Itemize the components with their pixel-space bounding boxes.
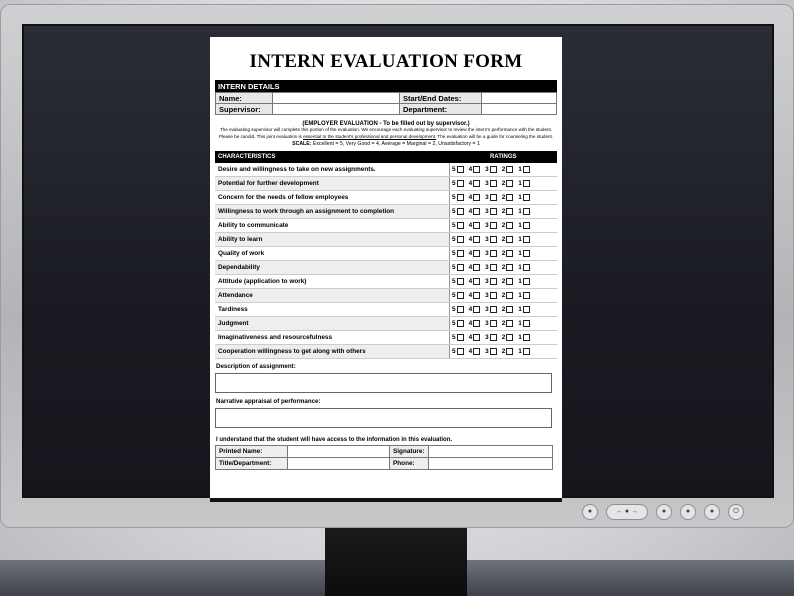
evaluation-document — [210, 37, 562, 502]
characteristic-label: Dependability — [215, 261, 450, 275]
rating-checkbox[interactable] — [523, 236, 530, 243]
characteristic-label: Willingness to work through an assignment to completion — [215, 205, 450, 219]
rating-checkbox[interactable] — [523, 250, 530, 257]
rating-value: 4 — [468, 166, 473, 174]
start-end-field[interactable] — [482, 93, 557, 104]
rating-value: 2 — [501, 208, 506, 216]
rating-value: 2 — [501, 222, 506, 230]
rating-value: 3 — [485, 236, 489, 244]
name-field[interactable] — [273, 93, 400, 104]
characteristic-label: Tardiness — [215, 303, 450, 317]
narrative-input[interactable] — [215, 408, 552, 428]
characteristic-label: Potential for further development — [215, 177, 450, 191]
rating-value: 5 — [452, 306, 456, 314]
rating-checkbox[interactable] — [490, 194, 497, 201]
rating-options — [450, 303, 558, 317]
printed-name-label: Printed Name: — [216, 446, 288, 458]
description-input[interactable] — [215, 373, 552, 393]
rating-options — [450, 317, 558, 331]
rating-checkbox[interactable] — [506, 208, 513, 215]
rating-value: 5 — [452, 264, 456, 272]
rating-checkbox[interactable] — [506, 334, 513, 341]
rating-value: 2 — [501, 264, 506, 272]
rating-value: 2 — [501, 306, 506, 314]
scale-text: Excellent = 5, Very Good = 4, Average = Marginal = 2, Unsatisfactory = 1 — [311, 141, 480, 148]
rating-value: 5 — [452, 348, 456, 356]
rating-checkbox[interactable] — [490, 250, 497, 257]
acknowledgement-text: I understand that the student will have access to the information in this evaluation. — [216, 437, 453, 444]
rating-value: 1 — [518, 348, 522, 356]
rating-value: 1 — [518, 166, 522, 174]
rating-value: 3 — [485, 194, 489, 202]
rating-value: 4 — [468, 306, 473, 314]
rating-value: 1 — [518, 320, 522, 328]
rating-checkbox[interactable] — [457, 166, 464, 173]
rating-value: 3 — [485, 208, 489, 216]
rating-checkbox[interactable] — [490, 222, 497, 229]
characteristic-label: Attendance — [215, 289, 450, 303]
rating-checkbox[interactable] — [473, 264, 480, 271]
table-row — [215, 303, 557, 317]
table-row — [215, 331, 557, 345]
supervisor-field[interactable] — [273, 104, 400, 115]
rating-value: 3 — [485, 278, 489, 286]
rating-value: 3 — [485, 166, 489, 174]
rating-checkbox[interactable] — [457, 278, 464, 285]
rating-checkbox[interactable] — [457, 222, 464, 229]
rating-checkbox[interactable] — [457, 334, 464, 341]
rating-value: 3 — [485, 306, 489, 314]
rating-checkbox[interactable] — [473, 320, 480, 327]
rating-options — [450, 275, 558, 289]
rating-checkbox[interactable] — [473, 250, 480, 257]
rating-options — [450, 219, 558, 233]
rating-value: 4 — [468, 264, 473, 272]
rating-value: 1 — [518, 180, 522, 188]
rating-options — [450, 191, 558, 205]
characteristic-label: Imaginativeness and resourcefulness — [215, 331, 450, 345]
rating-checkbox[interactable] — [523, 278, 530, 285]
rating-checkbox[interactable] — [506, 250, 513, 257]
signature-field[interactable] — [428, 446, 552, 458]
phone-field[interactable] — [428, 458, 552, 470]
rating-options — [450, 261, 558, 275]
rating-value: 1 — [518, 334, 522, 342]
eval-text-1: The evaluating supervisor will complete this portion of the evaluation. We encourage each evaluating supervisor to review the intern's performance with the student. Please be candid. This joint evaluation is — [218, 127, 553, 139]
rating-checkbox[interactable] — [490, 292, 497, 299]
rating-checkbox[interactable] — [473, 166, 480, 173]
rating-checkbox[interactable] — [473, 236, 480, 243]
rating-checkbox[interactable] — [523, 222, 530, 229]
narrative-label: Narrative appraisal of performance: — [216, 398, 321, 406]
rating-checkbox[interactable] — [523, 320, 530, 327]
table-row — [215, 317, 557, 331]
rating-value: 3 — [485, 334, 489, 342]
rating-checkbox[interactable] — [506, 194, 513, 201]
characteristic-label: Cooperation willingness to get along with others — [215, 345, 450, 359]
title-department-field[interactable] — [288, 458, 390, 470]
department-label: Department: — [400, 104, 482, 115]
scale-label: SCALE: — [292, 141, 312, 148]
rating-checkbox[interactable] — [523, 264, 530, 271]
rating-value: 2 — [501, 236, 506, 244]
rating-checkbox[interactable] — [506, 348, 513, 355]
rating-options — [450, 233, 558, 247]
eval-text-underlined: essential to the student's professional and personal development. — [303, 133, 437, 139]
rating-checkbox[interactable] — [523, 306, 530, 313]
rating-checkbox[interactable] — [457, 236, 464, 243]
characteristic-label: Attitude (application to work) — [215, 275, 450, 289]
table-row — [215, 177, 557, 191]
rating-value: 4 — [468, 278, 473, 286]
rating-checkbox[interactable] — [490, 320, 497, 327]
rating-value: 5 — [452, 320, 456, 328]
rating-checkbox[interactable] — [473, 348, 480, 355]
rating-value: 1 — [518, 264, 522, 272]
rating-scale — [215, 141, 557, 147]
rating-checkbox[interactable] — [457, 306, 464, 313]
rating-checkbox[interactable] — [506, 278, 513, 285]
rating-checkbox[interactable] — [473, 306, 480, 313]
table-row — [215, 247, 557, 261]
rating-checkbox[interactable] — [506, 320, 513, 327]
rating-value: 1 — [518, 236, 522, 244]
rating-value: 4 — [468, 334, 473, 342]
rating-value: 1 — [518, 306, 522, 314]
page-title: INTERN EVALUATION FORM — [249, 51, 523, 72]
rating-value: 3 — [485, 180, 489, 188]
rating-value: 5 — [452, 278, 456, 286]
rating-value: 3 — [485, 320, 489, 328]
rating-checkbox[interactable] — [523, 348, 530, 355]
power-icon[interactable]: ⏻ — [728, 504, 744, 520]
rating-checkbox[interactable] — [457, 292, 464, 299]
rating-value: 1 — [518, 208, 522, 216]
characteristic-label: Ability to communicate — [215, 219, 450, 233]
input-icon[interactable]: ● — [582, 504, 598, 520]
table-row — [215, 345, 557, 359]
characteristic-label: Ability to learn — [215, 233, 450, 247]
rating-value: 4 — [468, 194, 473, 202]
rating-value: 2 — [501, 320, 506, 328]
rating-checkbox[interactable] — [490, 306, 497, 313]
rating-checkbox[interactable] — [490, 334, 497, 341]
rating-value: 3 — [485, 348, 489, 356]
rating-value: 1 — [518, 222, 522, 230]
rating-checkbox[interactable] — [506, 264, 513, 271]
rating-checkbox[interactable] — [473, 208, 480, 215]
rating-checkbox[interactable] — [506, 306, 513, 313]
rating-value: 5 — [452, 334, 456, 342]
rating-checkbox[interactable] — [457, 264, 464, 271]
rating-value: 2 — [501, 166, 506, 174]
rating-value: 5 — [452, 236, 456, 244]
rating-checkbox[interactable] — [523, 194, 530, 201]
rating-value: 1 — [518, 292, 522, 300]
characteristics-header: CHARACTERISTICS — [215, 151, 450, 163]
rating-value: 4 — [468, 236, 473, 244]
rating-checkbox[interactable] — [473, 292, 480, 299]
name-label: Name: — [216, 93, 273, 104]
rating-options — [450, 247, 558, 261]
rating-checkbox[interactable] — [506, 222, 513, 229]
rating-checkbox[interactable] — [457, 194, 464, 201]
rating-value: 3 — [485, 292, 489, 300]
rating-value: 5 — [452, 194, 456, 202]
rating-value: 2 — [501, 292, 506, 300]
table-row — [215, 191, 557, 205]
table-row — [215, 163, 557, 177]
rating-checkbox[interactable] — [490, 348, 497, 355]
printed-name-field[interactable] — [288, 446, 390, 458]
rating-checkbox[interactable] — [490, 278, 497, 285]
rating-options — [450, 331, 558, 345]
table-row — [215, 261, 557, 275]
rating-value: 5 — [452, 208, 456, 216]
navigation-rocker-button[interactable]: ← ● → — [606, 504, 648, 520]
employer-evaluation-title: (EMPLOYER EVALUATION - To be filled out by supervisor.) — [302, 121, 470, 127]
signature-table — [215, 445, 553, 470]
rating-checkbox[interactable] — [506, 236, 513, 243]
rating-value: 2 — [501, 194, 506, 202]
rating-checkbox[interactable] — [523, 292, 530, 299]
ratings-header: RATINGS — [450, 151, 558, 163]
rating-checkbox[interactable] — [523, 166, 530, 173]
rating-value: 4 — [468, 208, 473, 216]
rating-checkbox[interactable] — [457, 348, 464, 355]
mode-icon[interactable]: ● — [704, 504, 720, 520]
rating-value: 4 — [468, 348, 473, 356]
rating-options — [450, 205, 558, 219]
rating-value: 3 — [485, 222, 489, 230]
rating-checkbox[interactable] — [506, 292, 513, 299]
rating-checkbox[interactable] — [457, 320, 464, 327]
rating-checkbox[interactable] — [473, 334, 480, 341]
rating-value: 4 — [468, 180, 473, 188]
rating-value: 2 — [501, 278, 506, 286]
eval-text-2: The evaluation will be a guide for counseling the student. — [436, 133, 554, 139]
rating-checkbox[interactable] — [457, 208, 464, 215]
department-field[interactable] — [482, 104, 557, 115]
rating-checkbox[interactable] — [473, 194, 480, 201]
description-label: Description of assignment: — [216, 363, 296, 371]
phone-label: Phone: — [390, 458, 429, 470]
rating-checkbox[interactable] — [506, 166, 513, 173]
rating-checkbox[interactable] — [490, 166, 497, 173]
monitor-buttons — [582, 504, 744, 520]
menu-icon[interactable]: ● — [656, 504, 672, 520]
rating-value: 3 — [485, 250, 489, 258]
rating-value: 4 — [468, 222, 473, 230]
table-row — [215, 289, 557, 303]
rating-value: 2 — [501, 334, 506, 342]
rating-value: 1 — [518, 194, 522, 202]
characteristics-table — [215, 151, 557, 359]
rating-value: 5 — [452, 250, 456, 258]
characteristic-label: Concern for the needs of fellow employees — [215, 191, 450, 205]
rating-checkbox[interactable] — [473, 278, 480, 285]
rating-options — [450, 163, 558, 177]
supervisor-label: Supervisor: — [216, 104, 273, 115]
rating-value: 4 — [468, 320, 473, 328]
rating-checkbox[interactable] — [473, 180, 480, 187]
rating-value: 5 — [452, 292, 456, 300]
rating-value: 4 — [468, 250, 473, 258]
intern-details-header: INTERN DETAILS — [215, 80, 557, 92]
monitor-stand — [325, 520, 467, 596]
rating-checkbox[interactable] — [490, 236, 497, 243]
table-row — [215, 233, 557, 247]
rating-value: 3 — [485, 264, 489, 272]
rating-checkbox[interactable] — [490, 208, 497, 215]
employer-evaluation-text — [215, 127, 557, 140]
rating-value: 1 — [518, 278, 522, 286]
characteristic-label: Judgment — [215, 317, 450, 331]
rating-options — [450, 289, 558, 303]
rating-checkbox[interactable] — [457, 250, 464, 257]
rating-checkbox[interactable] — [490, 264, 497, 271]
rating-checkbox[interactable] — [506, 180, 513, 187]
intern-details-fields — [215, 92, 557, 115]
rating-checkbox[interactable] — [457, 180, 464, 187]
rating-options — [450, 177, 558, 191]
table-row — [215, 219, 557, 233]
intern-details-table — [215, 80, 557, 92]
rating-checkbox[interactable] — [523, 180, 530, 187]
rating-value: 5 — [452, 222, 456, 230]
rating-checkbox[interactable] — [523, 334, 530, 341]
rating-checkbox[interactable] — [490, 180, 497, 187]
signature-label: Signature: — [390, 446, 429, 458]
start-end-label: Start/End Dates: — [400, 93, 482, 104]
table-row — [215, 275, 557, 289]
rating-value: 5 — [452, 166, 456, 174]
characteristic-label: Desire and willingness to take on new assignments. — [215, 163, 450, 177]
rating-checkbox[interactable] — [473, 222, 480, 229]
rating-value: 2 — [501, 250, 506, 258]
rating-checkbox[interactable] — [523, 208, 530, 215]
characteristic-label: Quality of work — [215, 247, 450, 261]
title-department-label: Title/Department: — [216, 458, 288, 470]
rating-value: 5 — [452, 180, 456, 188]
rating-value: 1 — [518, 250, 522, 258]
settings-icon[interactable]: ● — [680, 504, 696, 520]
table-row — [215, 205, 557, 219]
rating-value: 2 — [501, 180, 506, 188]
rating-value: 4 — [468, 292, 473, 300]
rating-options — [450, 345, 558, 359]
rating-value: 2 — [501, 348, 506, 356]
